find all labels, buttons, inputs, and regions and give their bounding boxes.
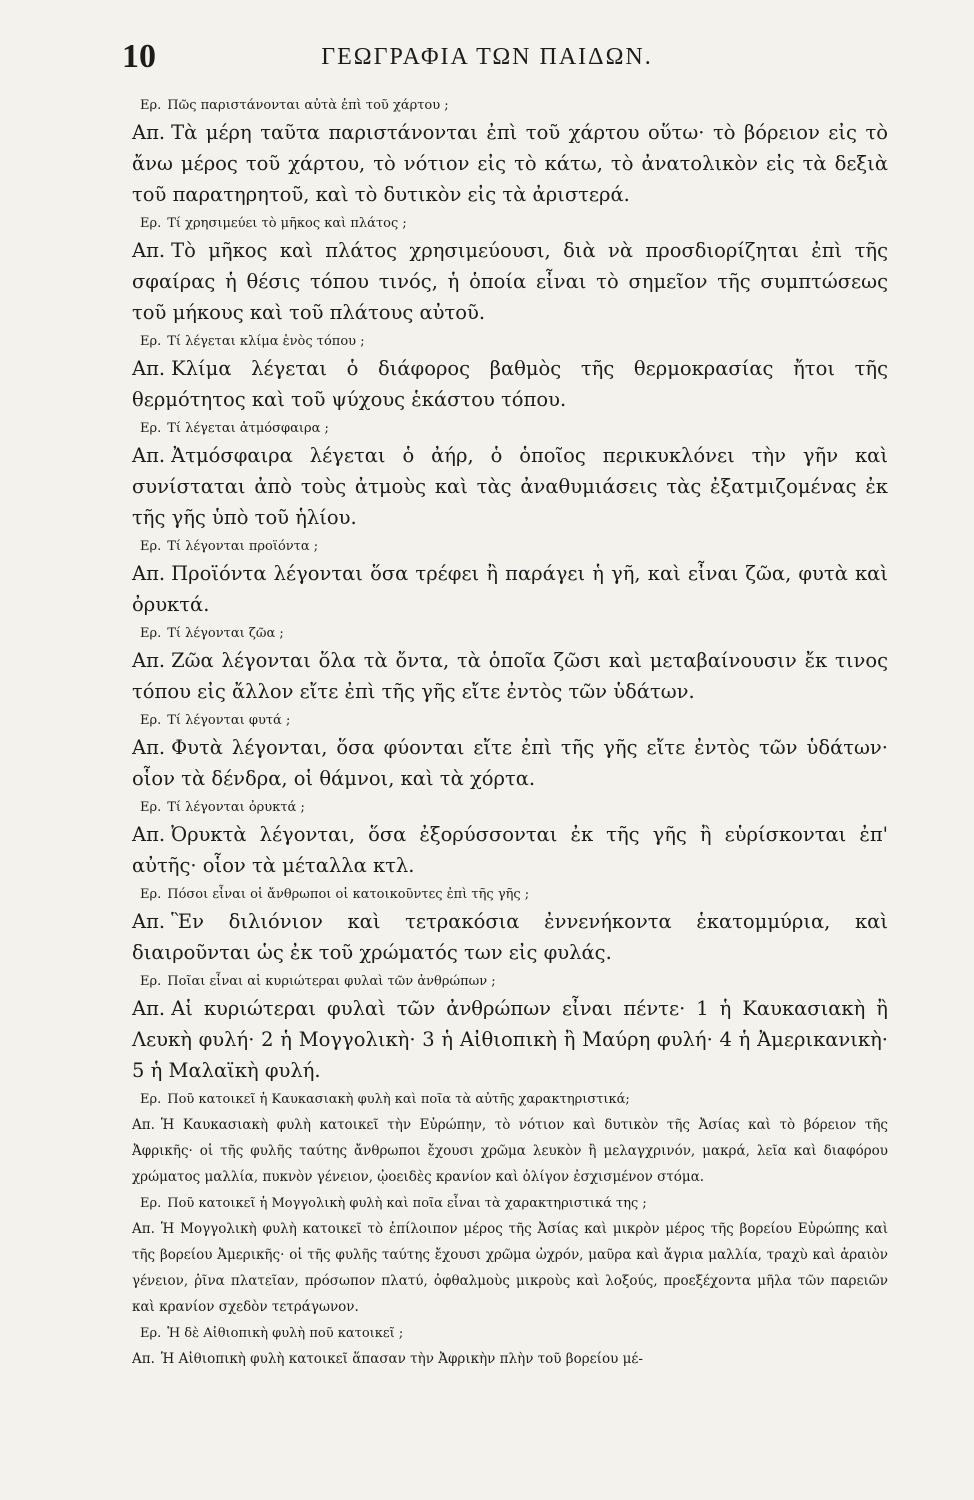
question: Ερ. Πόσοι εἶναι οἱ ἄνθρωποι οἱ κατοικοῦντες ἐπὶ τῆς γῆς ; xyxy=(140,887,530,902)
question: Ερ. Ποῦ κατοικεῖ ἡ Μογγολικὴ φυλὴ καὶ ποῖα εἶναι τὰ χαρακτηριστικά της ; xyxy=(140,1196,647,1211)
question: Ερ. Ποῦ κατοικεῖ ἡ Καυκασιακὴ φυλὴ καὶ ποῖα τὰ αὐτῆς χαρακτηριστικά; xyxy=(140,1092,630,1107)
answer: Απ. Τὸ μῆκος καὶ πλάτος χρησιμεύουσι, διὰ νὰ προσδιορίζηται ἐπὶ τῆς σφαίρας ἡ θέσις τόπου τινός, ἡ ὁποία εἶναι τὸ σημεῖον τῆς συμπτώσεως τοῦ μήκους καὶ τοῦ πλάτους αὐτοῦ. xyxy=(132,239,888,324)
answer: Απ. Αἱ κυριώτεραι φυλαὶ τῶν ἀνθρώπων εἶναι πέντε· 1 ἡ Καυκασιακὴ ἢ Λευκὴ φυλή· 2 ἡ Μογγολικὴ· 3 ἡ Αἰθιοπικὴ ἢ Μαύρη φυλή· 4 ἡ Ἀμερικανικὴ· 5 ἡ Μαλαϊκὴ φυλή. xyxy=(132,997,888,1082)
answer: Απ. Ἡ Μογγολικὴ φυλὴ κατοικεῖ τὸ ἐπίλοιπον μέρος τῆς Ἀσίας καὶ μικρὸν μέρος τῆς βορείου Εὐρώπης καὶ τῆς βορείου Ἀμερικῆς· οἱ τῆς φυλῆς ταύτης ἔχουσι χρῶμα ὠχρόν, μαῦρα καὶ ἄγρια μαλλία, τραχὺ καὶ ἀραιὸν γένειον, ῥῖνα πλατεῖαν, πρόσωπον πλατύ, ὀφθαλμοὺς μικροὺς καὶ λοξούς, προεξέχοντα μῆλα τῶν παρειῶν καὶ κρανίον σχεδὸν τετράγωνον. xyxy=(132,1221,888,1315)
answer: Απ. Ζῶα λέγονται ὅλα τὰ ὄντα, τὰ ὁποῖα ζῶσι καὶ μεταβαίνουσιν ἔκ τινος τόπου εἰς ἄλλον εἴτε ἐπὶ τῆς γῆς εἴτε ἐντὸς τῶν ὑδάτων. xyxy=(132,649,888,703)
question: Ερ. Τί χρησιμεύει τὸ μῆκος καὶ πλάτος ; xyxy=(140,216,407,231)
answer: Απ. Ὀρυκτὰ λέγονται, ὅσα ἐξορύσσονται ἐκ τῆς γῆς ἢ εὑρίσκονται ἐπ' αὐτῆς· οἷον τὰ μέταλλα κτλ. xyxy=(132,823,888,877)
answer: Απ. Φυτὰ λέγονται, ὅσα φύονται εἴτε ἐπὶ τῆς γῆς εἴτε ἐντὸς τῶν ὑδάτων· οἷον τὰ δένδρα, οἱ θάμνοι, καὶ τὰ χόρτα. xyxy=(132,736,888,790)
answer: Απ. Ἡ Αἰθιοπικὴ φυλὴ κατοικεῖ ἅπασαν τὴν Ἀφρικὴν πλὴν τοῦ βορείου μέ- xyxy=(132,1351,643,1367)
question: Ερ. Ἡ δὲ Αἰθιοπικὴ φυλὴ ποῦ κατοικεῖ ; xyxy=(140,1326,404,1341)
answer: Απ. Τὰ μέρη ταῦτα παριστάνονται ἐπὶ τοῦ χάρτου οὕτω· τὸ βόρειον εἰς τὸ ἄνω μέρος τοῦ χάρτου, τὸ νότιον εἰς τὸ κάτω, τὸ ἀνατολικὸν εἰς τὰ δεξιὰ τοῦ παρατηρητοῦ, καὶ τὸ δυτικὸν εἰς τὰ ἀριστερά. xyxy=(132,121,888,206)
page-number: 10 xyxy=(122,38,156,75)
answer: Απ. Ἓν διλιόνιον καὶ τετρακόσια ἐννενήκοντα ἑκατομμύρια, καὶ διαιροῦνται ὡς ἐκ τοῦ χρώματός των εἰς φυλάς. xyxy=(132,910,888,964)
answer: Απ. Προϊόντα λέγονται ὅσα τρέφει ἢ παράγει ἡ γῆ, καὶ εἶναι ζῶα, φυτὰ καὶ ὀρυκτά. xyxy=(132,562,888,616)
question: Ερ. Ποῖαι εἶναι αἱ κυριώτεραι φυλαὶ τῶν ἀνθρώπων ; xyxy=(140,974,496,989)
answer: Απ. Κλίμα λέγεται ὁ διάφορος βαθμὸς τῆς θερμοκρασίας ἤτοι τῆς θερμότητος καὶ τοῦ ψύχους ἑκάστου τόπου. xyxy=(132,357,888,411)
answer: Απ. Ἡ Καυκασιακὴ φυλὴ κατοικεῖ τὴν Εὐρώπην, τὸ νότιον καὶ δυτικὸν τῆς Ἀσίας καὶ τὸ βόρειον τῆς Ἀφρικῆς· οἱ τῆς φυλῆς ταύτης ἄνθρωποι ἔχουσι χρῶμα λευκὸν ἢ μελαγχρινόν, μακρά, λεῖα καὶ διαφόρου χρώματος μαλλία, πυκνὸν γένειον, ᾠοειδὲς κρανίον καὶ ὀλίγον ἐσχισμένον στόμα. xyxy=(132,1117,888,1185)
running-title: ΓΕΩΓΡΑΦΙΑ ΤΩΝ ΠΑΙΔΩΝ. xyxy=(321,44,653,70)
question: Ερ. Τί λέγονται προϊόντα ; xyxy=(140,539,319,554)
question: Ερ. Τί λέγεται ἀτμόσφαιρα ; xyxy=(140,421,329,436)
question: Ερ. Τί λέγονται ζῶα ; xyxy=(140,626,284,641)
question: Ερ. Πῶς παριστάνονται αὐτὰ ἐπὶ τοῦ χάρτου ; xyxy=(140,98,449,113)
question: Ερ. Τί λέγονται φυτά ; xyxy=(140,713,291,728)
page-header xyxy=(0,38,974,88)
answer: Απ. Ἀτμόσφαιρα λέγεται ὁ ἀήρ, ὁ ὁποῖος περικυκλόνει τὴν γῆν καὶ συνίσταται ἀπὸ τοὺς ἀτμοὺς καὶ τὰς ἀναθυμιάσεις τὰς ἐξατμιζομένας ἐκ τῆς γῆς ὑπὸ τοῦ ἡλίου. xyxy=(132,444,888,529)
page-body xyxy=(132,92,888,1372)
question: Ερ. Τί λέγεται κλίμα ἑνὸς τόπου ; xyxy=(140,334,365,349)
question: Ερ. Τί λέγονται ὀρυκτά ; xyxy=(140,800,305,815)
